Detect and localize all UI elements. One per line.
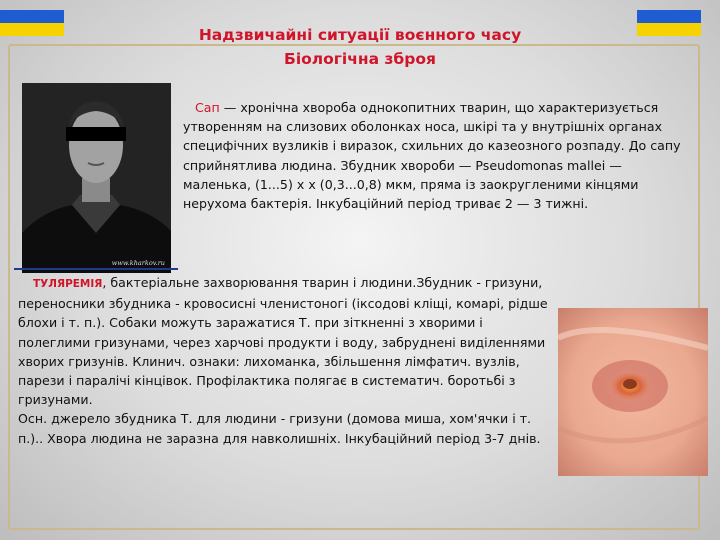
tularemia-text: , бактеріальне захворювання тварин і людини.Збудник - гризуни, переносники збудника - кровосисні членистоногі (іксодові кліщі, комарі, рідше блохи і т. п.). Собаки можуть заражатися Т. при зіткненні з хворими і полеглими гризунами, через харчові продукти і воду, забруднені виділеннями хворих гризунів. Клинич. ознаки: лихоманка, збільшення лімфатич. вузлів, парези і паралічі кінцівок. Профілактика полягає в систематич. боротьбі з гризунами. [18, 275, 548, 408]
tularemia-paragraph [18, 273, 553, 448]
ukrainian-flag-icon [637, 10, 701, 36]
sap-label: Сап [195, 100, 220, 115]
slide-subtitle: Біологічна зброя [284, 50, 436, 68]
ukrainian-flag-icon [0, 10, 64, 36]
sap-text: — хронічна хвороба однокопитних тварин, що характеризується утворенням на слизових оболонках носа, шкірі та у внутрішніх органах специфічних вузликів і виразок, схильних до казеозного розпаду. До сапу сприйнятлива людина. Збудник хвороби — Pseudomonas mallei — маленька, (1...5) х х (0,3...0,8) мкм, пряма із заокругленими кінцями нерухома бактерія. Інкубаційний період триває 2 — 3 тижні. [183, 100, 681, 212]
photo-skin-lesion [558, 308, 708, 476]
tularemia-text-2: Осн. джерело збудника Т. для людини - гризуни (домова миша, хом'ячки і т. п.).. Хвора людина не заразна для навколишніх. Інкубаційний період 3-7 днів. [18, 411, 541, 446]
section-divider [14, 268, 178, 270]
tularemia-label: ТУЛЯРЕМІЯ [33, 278, 103, 290]
photo-caption: www.kharkov.ru [111, 259, 165, 267]
photo-man [22, 83, 171, 273]
slide-title: Надзвичайні ситуації воєнного часу [198, 26, 522, 44]
sap-paragraph [183, 98, 693, 213]
